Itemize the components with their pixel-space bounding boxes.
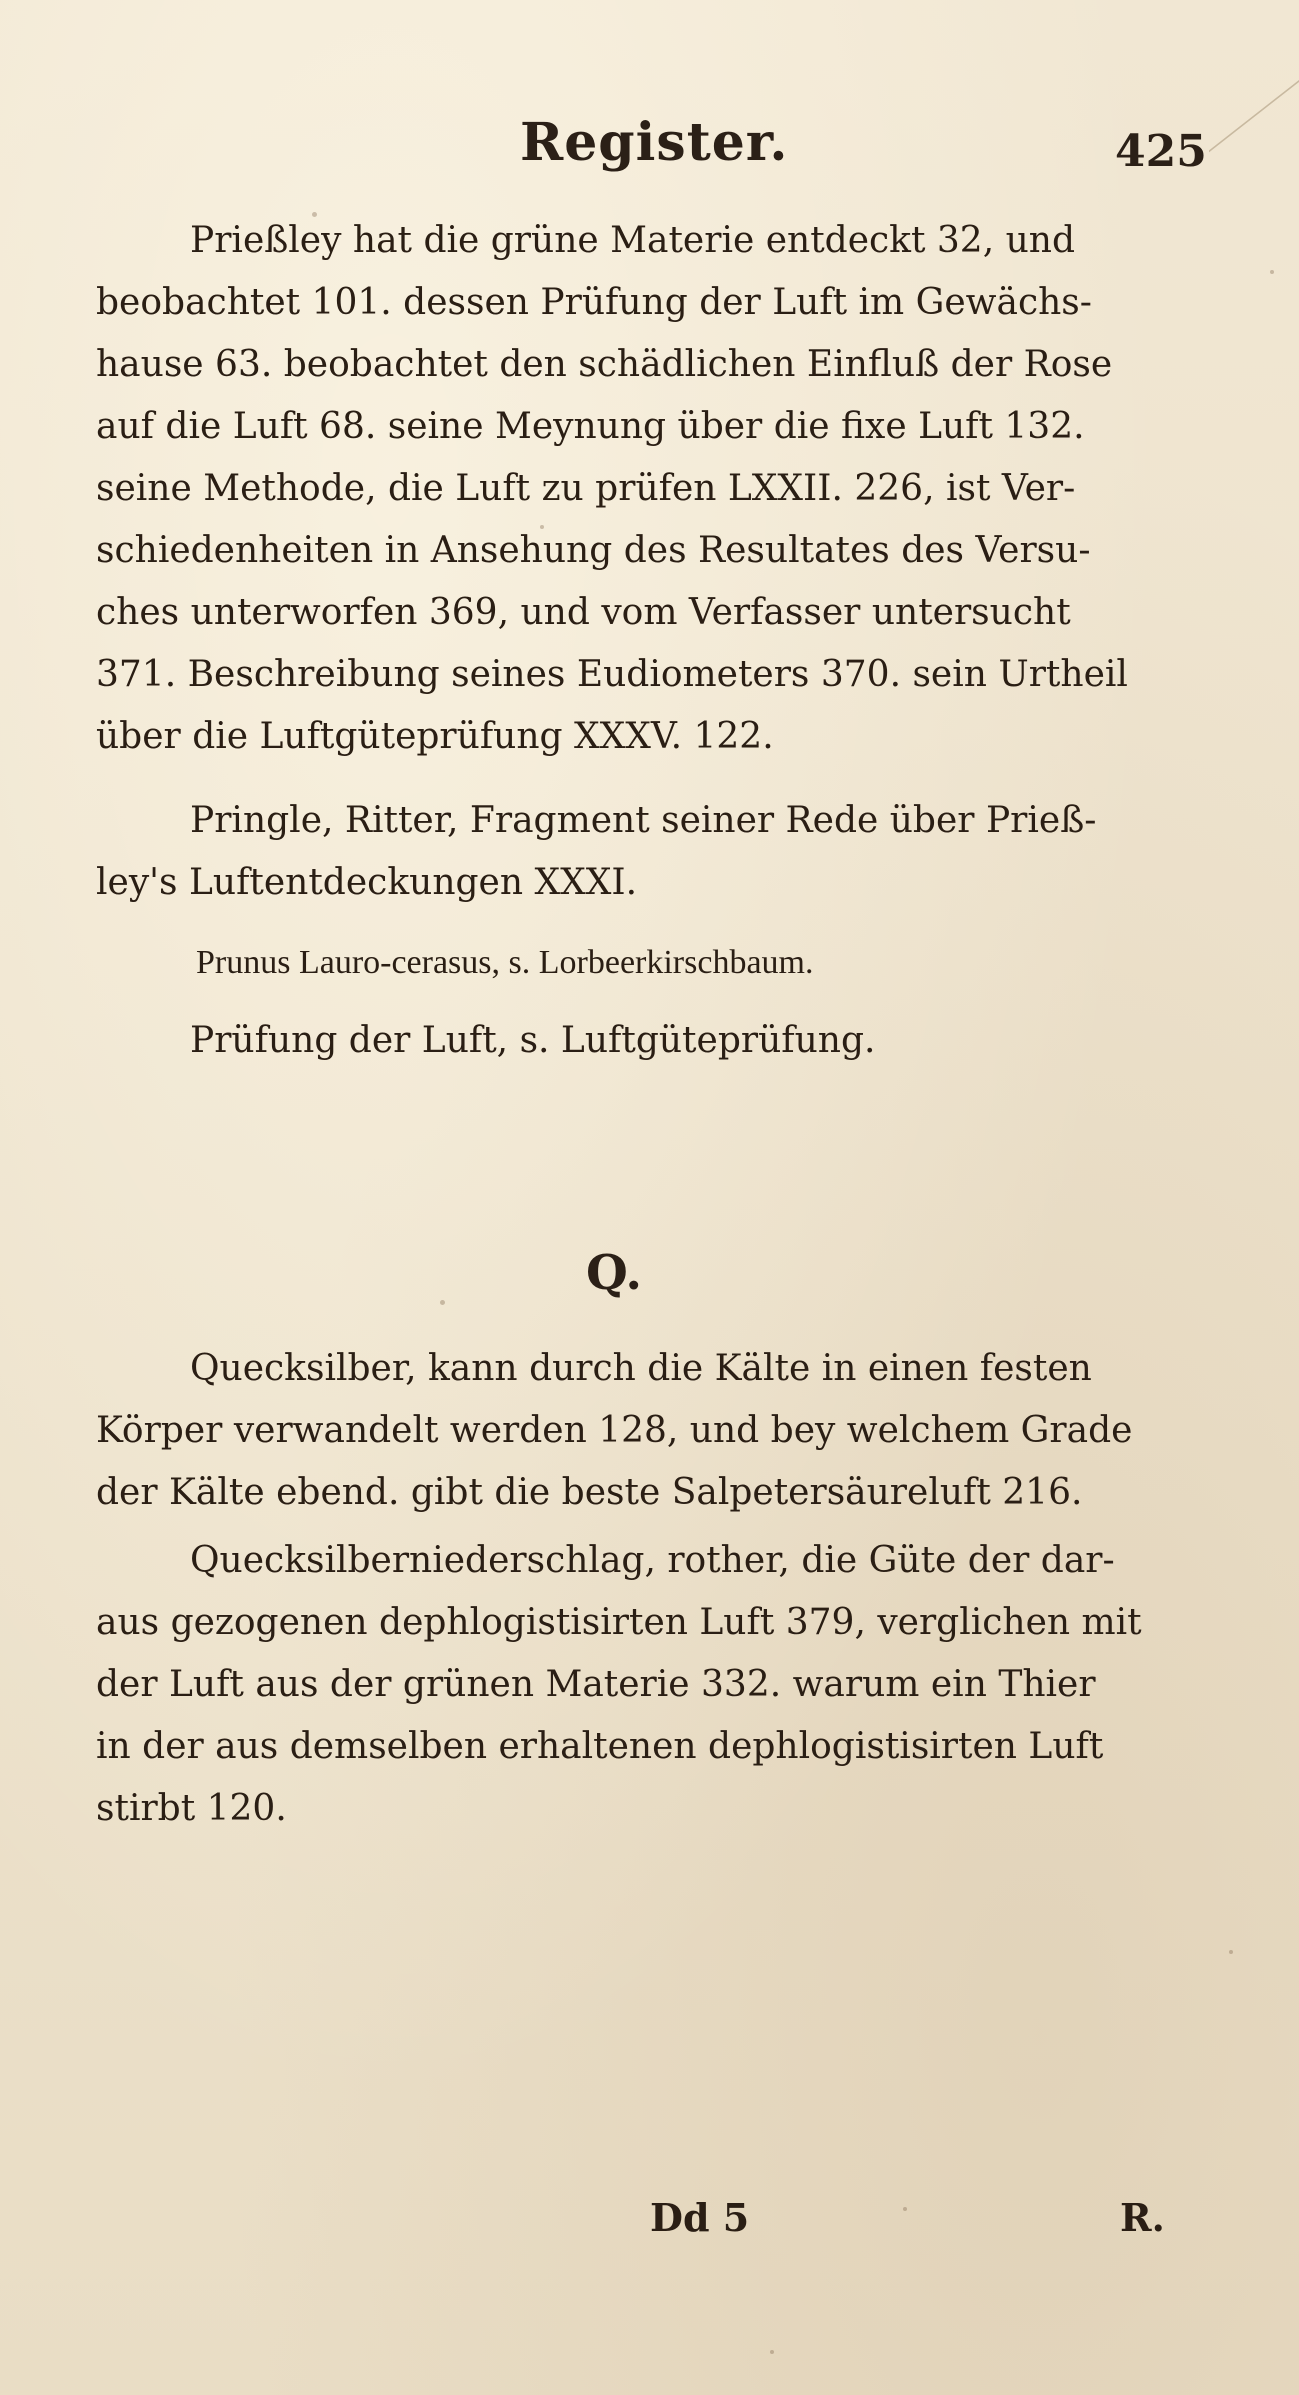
section-letter-q: Q. bbox=[586, 1245, 643, 1301]
page-number: 425 bbox=[1115, 126, 1207, 177]
entry-prunus-line-1: Prunus Lauro-cerasus, s. Lorbeerkirschbaum. bbox=[196, 944, 814, 981]
entry-pruefung-line-1: Prüfung der Luft, s. Luftgüteprüfung. bbox=[190, 1020, 876, 1061]
entry-quecksilber-line-1: Quecksilber, kann durch die Kälte in einen festen bbox=[190, 1348, 1092, 1389]
entry-priestley-line-8: 371. Beschreibung seines Eudiometers 370. sein Urtheil bbox=[96, 654, 1128, 695]
entry-quecksilber-line-3: der Kälte ebend. gibt die beste Salpetersäureluft 216. bbox=[96, 1472, 1083, 1513]
paper-speck bbox=[440, 1300, 445, 1305]
page-footer bbox=[0, 2195, 1299, 2255]
entry-priestley-line-9: über die Luftgüteprüfung XXXV. 122. bbox=[96, 716, 774, 757]
entry-niederschlag-line-5: stirbt 120. bbox=[96, 1788, 287, 1829]
entry-priestley-line-2: beobachtet 101. dessen Prüfung der Luft im Gewächs- bbox=[96, 282, 1092, 323]
paper-speck bbox=[1229, 1950, 1233, 1954]
entry-priestley-line-5: seine Methode, die Luft zu prüfen LXXII. 226, ist Ver- bbox=[96, 468, 1076, 509]
entry-priestley-line-1: Prießley hat die grüne Materie entdeckt 32, und bbox=[190, 220, 1076, 261]
entry-priestley-line-6: schiedenheiten in Ansehung des Resultates des Versu- bbox=[96, 530, 1091, 571]
running-head bbox=[0, 112, 1299, 182]
paper-speck bbox=[903, 2207, 907, 2211]
entry-niederschlag-line-4: in der aus demselben erhaltenen dephlogistisirten Luft bbox=[96, 1726, 1104, 1767]
entry-pringle-line-1: Pringle, Ritter, Fragment seiner Rede über Prieß- bbox=[190, 800, 1097, 841]
paper-speck bbox=[540, 525, 544, 529]
paper-speck bbox=[1270, 270, 1274, 274]
entry-priestley-line-3: hause 63. beobachtet den schädlichen Einfluß der Rose bbox=[96, 344, 1113, 385]
entry-niederschlag-line-3: der Luft aus der grünen Materie 332. warum ein Thier bbox=[96, 1664, 1096, 1705]
paper-speck bbox=[770, 2350, 774, 2354]
entry-priestley-line-4: auf die Luft 68. seine Meynung über die fixe Luft 132. bbox=[96, 406, 1085, 447]
running-title: Register. bbox=[520, 112, 789, 173]
entry-niederschlag-line-2: aus gezogenen dephlogistisirten Luft 379, verglichen mit bbox=[96, 1602, 1142, 1643]
entry-quecksilber-line-2: Körper verwandelt werden 128, und bey welchem Grade bbox=[96, 1410, 1133, 1451]
catchword: R. bbox=[1120, 2195, 1165, 2240]
entry-pringle-line-2: ley's Luftentdeckungen XXXI. bbox=[96, 862, 638, 903]
entry-priestley-line-7: ches unterworfen 369, und vom Verfasser untersucht bbox=[96, 592, 1071, 633]
signature-mark: Dd 5 bbox=[650, 2195, 750, 2240]
paper-speck bbox=[312, 212, 317, 217]
entry-niederschlag-line-1: Quecksilberniederschlag, rother, die Güte der dar- bbox=[190, 1540, 1115, 1581]
